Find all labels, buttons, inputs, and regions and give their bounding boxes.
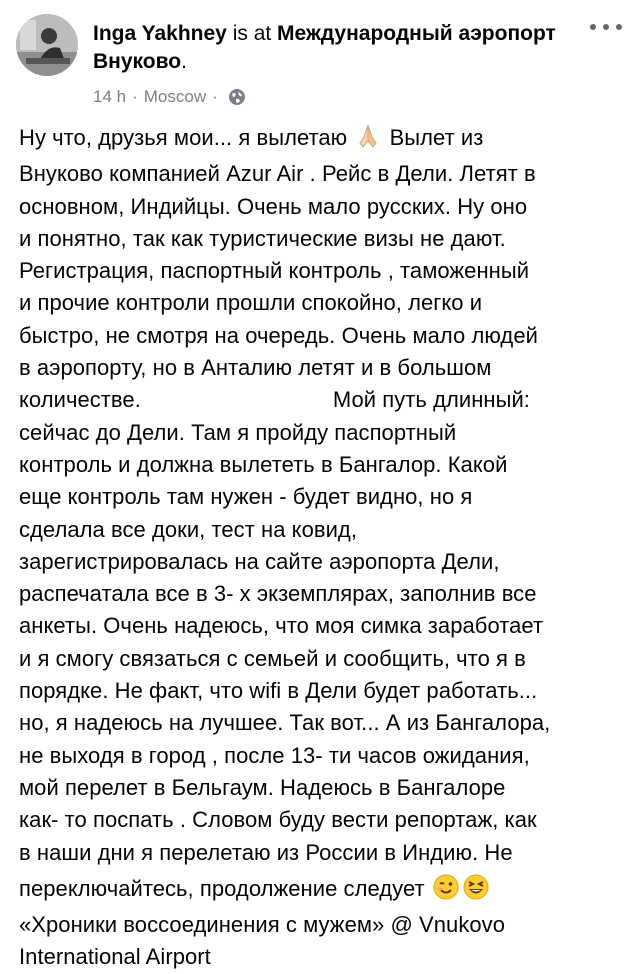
more-dot [590, 24, 596, 30]
post-line: и понятно, так как туристические визы не дают. [19, 225, 506, 251]
post-line: Внуково компанией Azur Air . Рейс в Дели. Летят в [19, 161, 536, 187]
author-period: . [181, 50, 187, 73]
post-line [19, 873, 625, 909]
post-line: основном, Индийцы. Очень мало русских. Ну оно [19, 193, 528, 219]
meta-separator: · [212, 87, 218, 106]
folded-hands-emoji [355, 123, 381, 158]
checkin-place[interactable]: Международный аэропорт Внуково [93, 22, 556, 73]
post-location[interactable]: Moscow [143, 87, 207, 106]
post-line: Регистрация, паспортный контроль , таможенный [19, 258, 530, 284]
checkin-link[interactable]: «Хроники воссоединения с мужем» @ Vnukovo [19, 912, 505, 938]
post-text-segment: количестве. [19, 387, 141, 413]
winking-face-emoji [433, 874, 459, 909]
post-text-segment: переключайтесь, продолжение следует [19, 875, 425, 901]
post-text [19, 122, 625, 974]
post-line: не выходя в город , после 13- ти часов ожидания, [19, 742, 530, 768]
post-header [16, 12, 624, 112]
more-icon[interactable] [590, 18, 622, 36]
globe-icon[interactable] [228, 88, 246, 106]
post-text-segment: Мой путь длинный: [332, 387, 530, 413]
post-line: зарегистрировалась на сайте аэропорта Дели, [19, 548, 500, 574]
author-line [93, 20, 563, 76]
post-line: и прочие контроли прошли спокойно, легко и [19, 290, 483, 316]
post-line: контроль и должна вылететь в Бангалор. Какой [19, 451, 508, 477]
post-line: анкеты. Очень надеюсь, что моя симка заработает [19, 613, 544, 639]
post-text-segment: Ну что, друзья мои... я вылетаю [19, 125, 348, 150]
author-name[interactable]: Inga Yakhney [93, 22, 227, 45]
post-line: сейчас до Дели. Там я пройду паспортный [19, 419, 457, 445]
checkin-link[interactable]: International Airport [19, 944, 211, 970]
avatar[interactable] [16, 14, 78, 76]
post-line: как- то поспать . Словом буду вести репортаж, как [19, 807, 537, 833]
post-line: распечатала все в 3- х экземплярах, заполнив все [19, 581, 537, 607]
more-dot [603, 24, 609, 30]
post-line [19, 941, 625, 973]
more-dot [616, 24, 622, 30]
author-connector: is at [226, 22, 278, 45]
post-line: и я смогу связаться с семьей и сообщить, что я в [19, 645, 526, 671]
post-line: в наши дни я перелетаю из России в Индию. Не [19, 839, 513, 865]
avatar-photo-icon [16, 14, 78, 76]
post-line: мой перелет в Бельгаум. Надеюсь в Бангалоре [19, 774, 506, 800]
post-time[interactable]: 14 h [93, 87, 127, 106]
post-line [19, 384, 625, 416]
post-text-segment: Вылет из [383, 125, 484, 150]
post-line: порядке. Не факт, что wifi в Дели будет работать... [19, 678, 538, 704]
grinning-squinting-face-emoji [463, 874, 489, 909]
post-line: быстро, не смотря на очередь. Очень мало людей [19, 322, 538, 348]
meta-separator: · [132, 87, 138, 106]
post-line: сделала все доки, тест на ковид, [19, 516, 357, 542]
post-line [19, 909, 625, 941]
post-meta [93, 86, 246, 108]
post-line: в аэропорту, но в Анталию летят и в большом [19, 355, 492, 381]
post-line: но, я надеюсь на лучшее. Так вот... А из Бангалора, [19, 710, 551, 736]
post-line: еще контроль там нужен - будет видно, но я [19, 484, 473, 510]
post-line [19, 122, 625, 158]
